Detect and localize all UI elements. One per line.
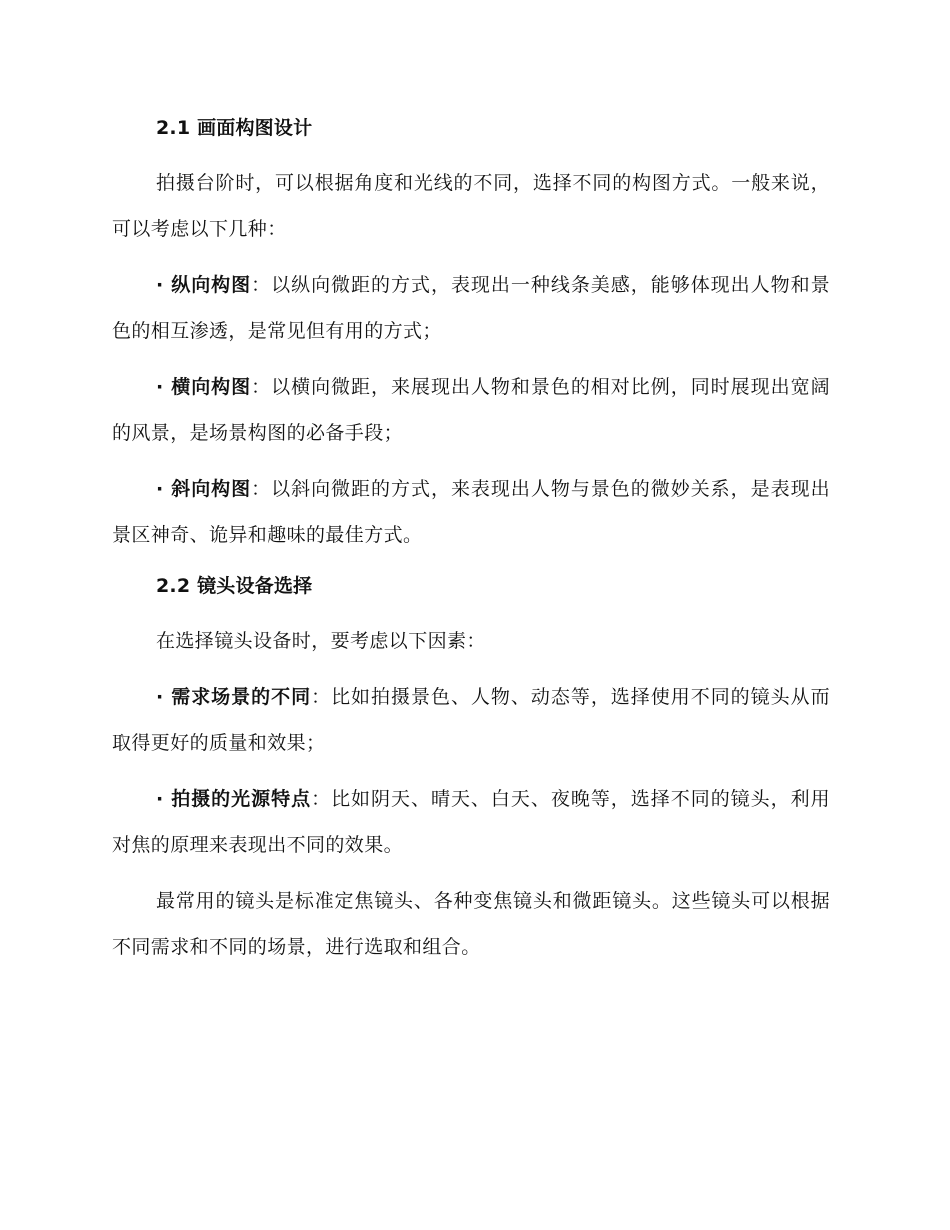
bullet-text: ：比如拍摄景色、人物、动态等，选择使用不同的镜头从而取得更好的质量和效果； <box>112 686 830 754</box>
section-intro-composition: 拍摄台阶时，可以根据角度和光线的不同，选择不同的构图方式。一般来说，可以考虑以下几种： <box>112 172 830 240</box>
bullet-marker: · <box>156 686 172 708</box>
bullet-term: 拍摄的光源特点 <box>171 788 312 810</box>
bullet-term: 斜向构图 <box>171 478 252 500</box>
bullet-marker: · <box>156 376 172 398</box>
section-heading-lens: 2.2 镜头设备选择 <box>156 575 313 597</box>
bullet-text: ：比如阴天、晴天、白天、夜晚等，选择不同的镜头，利用对焦的原理来表现出不同的效果。 <box>112 788 830 856</box>
bullet-term: 需求场景的不同 <box>171 686 312 708</box>
bullet-marker: · <box>156 478 172 500</box>
bullet-text: ：以纵向微距的方式，表现出一种线条美感，能够体现出人物和景色的相互渗透，是常见但有用的方式； <box>112 274 830 342</box>
bullet-marker: · <box>156 788 172 810</box>
section-intro-lens: 在选择镜头设备时，要考虑以下因素： <box>156 630 486 652</box>
closing-paragraph: 最常用的镜头是标准定焦镜头、各种变焦镜头和微距镜头。这些镜头可以根据不同需求和不同的场景，进行选取和组合。 <box>112 890 830 958</box>
bullet-text: ：以横向微距，来展现出人物和景色的相对比例，同时展现出宽阔的风景，是场景构图的必备手段； <box>112 376 830 444</box>
document-page <box>112 100 830 980</box>
bullet-term: 纵向构图 <box>171 274 252 296</box>
bullet-term: 横向构图 <box>171 376 252 398</box>
bullet-diagonal-composition <box>112 466 830 558</box>
section-heading-composition: 2.1 画面构图设计 <box>156 117 313 139</box>
bullet-scene-needs <box>112 674 830 766</box>
bullet-horizontal-composition <box>112 364 830 456</box>
bullet-light-source <box>112 776 830 868</box>
bullet-text: ：以斜向微距的方式，来表现出人物与景色的微妙关系，是表现出景区神奇、诡异和趣味的最佳方式。 <box>112 478 830 546</box>
bullet-marker: · <box>156 274 172 296</box>
bullet-vertical-composition <box>112 262 830 354</box>
